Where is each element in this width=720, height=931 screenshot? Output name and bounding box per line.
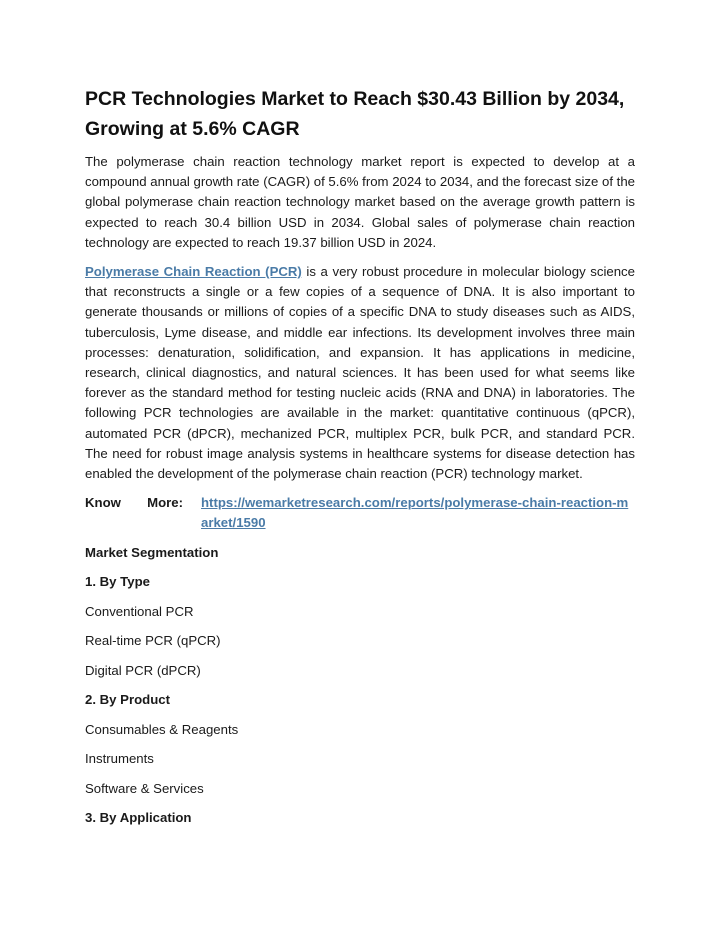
list-item: Instruments xyxy=(85,751,154,767)
section-heading-application: 3. By Application xyxy=(85,810,192,826)
know-more-row xyxy=(85,493,635,533)
know-more-word2: More: xyxy=(147,495,183,511)
list-item: Conventional PCR xyxy=(85,603,194,619)
know-more-link[interactable]: https://wemarketresearch.com/reports/polymerase-chain-reaction-market/1590 xyxy=(201,495,629,531)
pcr-link[interactable]: Polymerase Chain Reaction (PCR) xyxy=(85,264,302,280)
know-more-word1: Know xyxy=(85,495,121,511)
list-item: Software & Services xyxy=(85,780,204,796)
intro-paragraph: The polymerase chain reaction technology market report is expected to develop at a compound annual growth rate (CAGR) of 5.6% from 2024 to 2034, and the forecast size of the global polymerase chain reaction technology market based on the average growth pattern is expected to reach 30.4 billion USD in 2034. Global sales of polymerase chain reaction technology are expected to reach 19.37 billion USD in 2024. xyxy=(85,154,635,250)
segmentation-title: Market Segmentation xyxy=(85,544,219,560)
list-item: Real-time PCR (qPCR) xyxy=(85,633,221,649)
section-heading-product: 2. By Product xyxy=(85,692,171,708)
section-heading-type: 1. By Type xyxy=(85,574,150,590)
document-body xyxy=(85,152,635,828)
list-item: Consumables & Reagents xyxy=(85,721,239,737)
page-title: PCR Technologies Market to Reach $30.43 Billion by 2034, Growing at 5.6% CAGR xyxy=(85,88,625,140)
list-item: Digital PCR (dPCR) xyxy=(85,662,201,678)
pcr-paragraph xyxy=(85,262,635,484)
pcr-paragraph-text: is a very robust procedure in molecular biology science that reconstructs a single or a few copies of a sequence of DNA. It is also important to generate thousands or millions of copies of a specific DNA to study diseases such as AIDS, tuberculosis, Lyme disease, and middle ear infections. Its development involves three main processes: denaturation, solidification, and expansion. It has applications in medicine, research, clinical diagnostics, and natural sciences. It has been used for what seems like forever as the standard method for testing nucleic acids (RNA and DNA) in laboratories. The following PCR technologies are available in the market: quantitative continuous (qPCR), automated PCR (dPCR), mechanized PCR, multiplex PCR, bulk PCR, and standard PCR. The need for robust image analysis systems in healthcare systems for disease detection has enabled the development of the polymerase chain reaction (PCR) technology market. xyxy=(85,264,635,482)
know-more-label xyxy=(85,493,193,533)
